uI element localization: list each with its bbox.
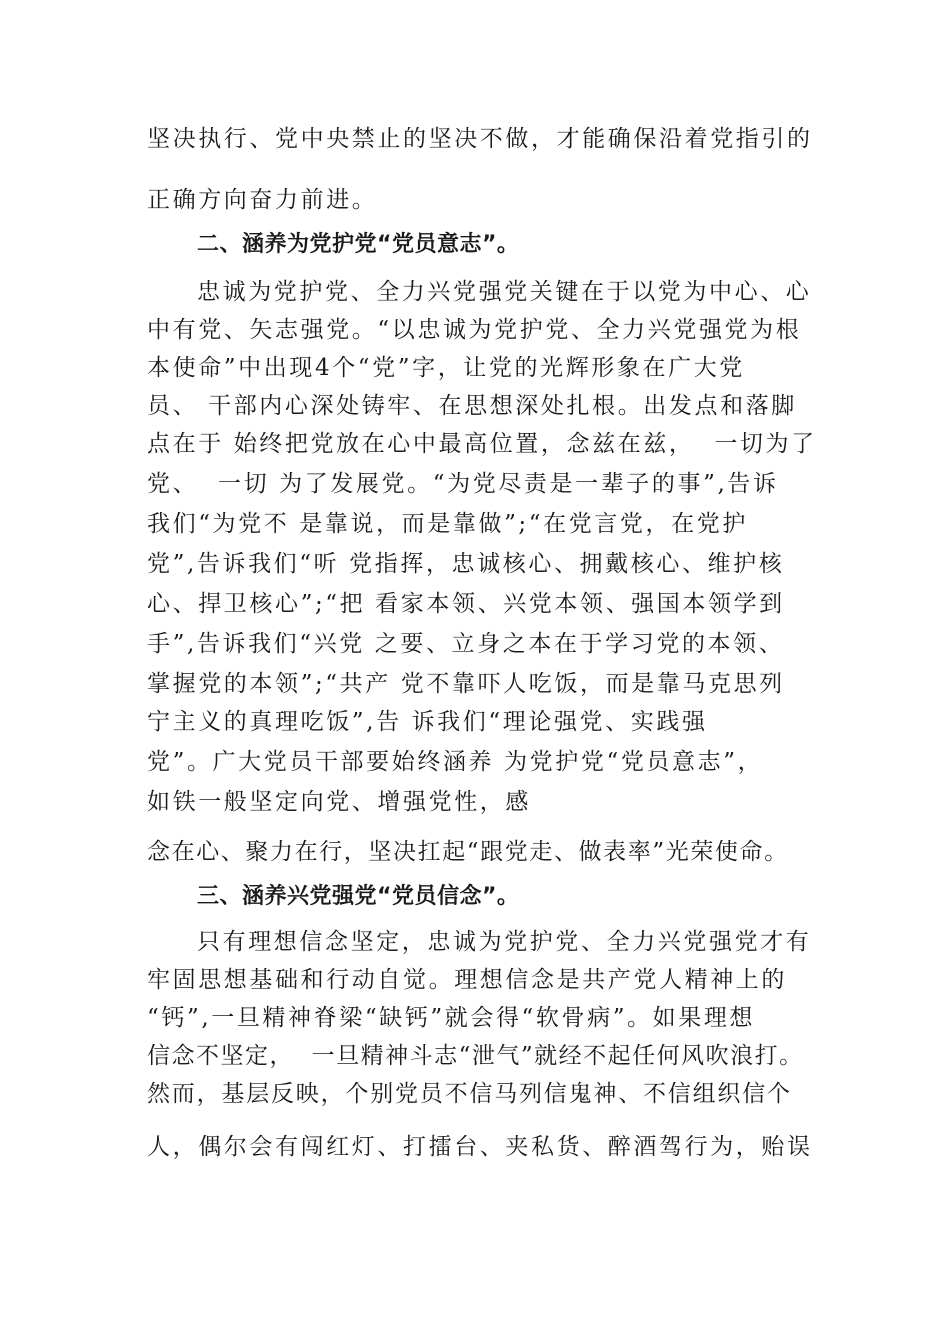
text-line-16: 党”。广大党员干部要始终涵养 为党护党“党员意志”， [147,749,764,775]
text-line-10: 我们“为党不 是靠说，而是靠做”;“在党言党，在党护 [147,511,748,537]
text-line-4: 忠诚为党护党、全力兴党强党关键在于以党为中心、心 [197,279,812,305]
text-line-18: 念在心、聚力在行，坚决扛起“跟党走、做表率”光荣使命。 [147,839,789,865]
section-heading-2: 二、涵养为党护党“党员意志”。 [197,232,520,257]
text-line-20: 只有理想信念坚定，忠诚为党护党、全力兴党强党才有 [197,929,812,955]
text-line-23: 信念不坚定， 一旦精神斗志“泄气”就经不起任何风吹浪打。 [147,1043,804,1069]
text-line-9: 党、 一切 为了发展党。“为党尽责是一辈子的事”,告诉 [147,471,779,497]
text-line-2: 正确方向奋力前进。 [147,187,378,213]
text-line-25: 人，偶尔会有闯红灯、打擂台、夹私货、醉酒驾行为，贻误 [147,1134,813,1160]
text-line-24: 然而，基层反映，个别党员不信马列信鬼神、不信组织信个 [147,1081,792,1107]
text-line-11: 党”,告诉我们“听 党指挥，忠诚核心、拥戴核心、维护核 [147,551,785,577]
text-line-22: “钙”,一旦精神脊梁“缺钙”就会得“软骨病”。如果理想 [147,1005,756,1031]
section-heading-3: 三、涵养兴党强党“党员信念”。 [197,884,520,909]
text-line-13: 手”,告诉我们“兴党 之要、立身之本在于学习党的本领、 [147,631,785,657]
text-line-17: 如铁一般坚定向党、增强党性，感 [147,789,531,815]
text-line-14: 掌握党的本领”;“共产 党不靠吓人吃饭，而是靠马克思列 [147,671,785,697]
text-line-15: 宁主义的真理吃饭”,告 诉我们“理论强党、实践强 [147,709,708,735]
text-line-5: 中有党、矢志强党。“以忠诚为党护党、全力兴党强党为根 [147,317,802,343]
text-line-7: 员、 干部内心深处铸牢、在思想深处扎根。出发点和落脚 [147,393,797,419]
text-line-6: 本使命”中出现4个“党”字，让党的光辉形象在广大党 [147,355,745,381]
text-line-8: 点在于 始终把党放在心中最高位置，念兹在兹， 一切为了 [147,431,817,457]
text-line-12: 心、捍卫核心”;“把 看家本领、兴党本领、强国本领学到 [147,591,785,617]
text-line-21: 牢固思想基础和行动自觉。理想信念是共产党人精神上的 [147,967,787,993]
text-line-1: 坚决执行、党中央禁止的坚决不做，才能确保沿着党指引的 [147,126,813,152]
